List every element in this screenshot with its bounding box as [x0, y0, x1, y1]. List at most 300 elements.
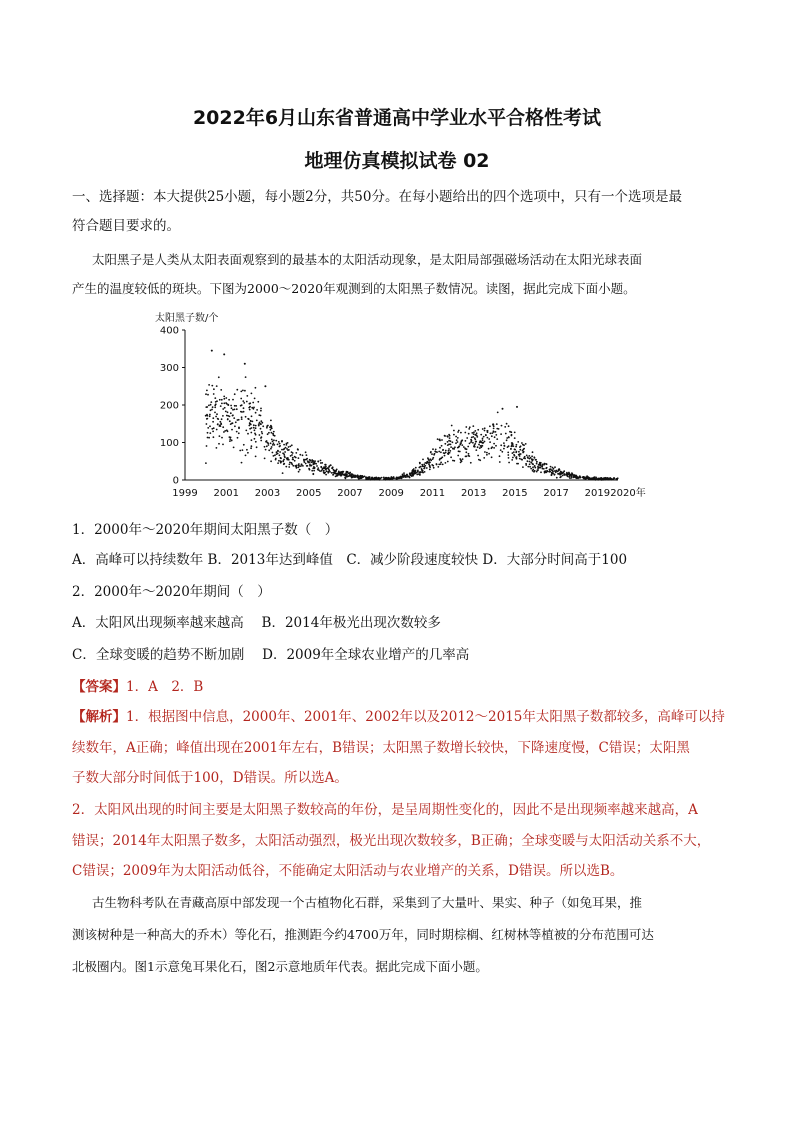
x-tick-label: 2007 — [337, 488, 363, 499]
data-point — [309, 463, 311, 465]
data-point — [277, 462, 279, 464]
data-point — [229, 436, 231, 438]
data-point — [439, 459, 441, 461]
data-point — [510, 448, 512, 450]
data-point — [391, 476, 393, 478]
data-point — [251, 445, 253, 447]
data-point — [327, 472, 329, 474]
data-point — [320, 466, 322, 468]
data-point — [401, 477, 403, 479]
data-point — [493, 447, 495, 449]
data-point — [316, 465, 318, 467]
data-point — [546, 463, 548, 465]
data-point — [288, 449, 290, 451]
data-point — [244, 390, 246, 392]
data-point — [542, 468, 544, 470]
data-point — [309, 459, 311, 461]
data-point — [567, 476, 569, 478]
data-point — [353, 475, 355, 477]
data-point — [500, 449, 502, 451]
data-point — [253, 424, 255, 426]
data-point — [255, 412, 257, 414]
data-point — [251, 439, 253, 441]
data-point — [209, 425, 211, 427]
data-point — [420, 471, 422, 473]
data-point — [419, 474, 421, 476]
data-point — [256, 446, 258, 448]
data-point — [485, 434, 487, 436]
y-tick-label: 100 — [159, 438, 179, 449]
data-point — [488, 438, 490, 440]
analysis-line-1 — [72, 705, 732, 725]
data-point — [472, 442, 474, 444]
data-point — [336, 473, 338, 475]
data-point — [219, 399, 221, 401]
data-point — [315, 463, 317, 465]
data-point — [610, 478, 612, 480]
data-point — [542, 464, 544, 466]
data-point — [486, 454, 488, 456]
data-point — [311, 460, 313, 462]
data-point — [220, 425, 222, 427]
data-point — [242, 449, 244, 451]
data-point — [298, 457, 300, 459]
data-point — [457, 437, 459, 439]
data-point — [514, 437, 516, 439]
data-point — [457, 441, 459, 443]
data-point — [517, 463, 519, 465]
data-point — [233, 417, 235, 419]
data-point — [245, 376, 247, 378]
data-point — [255, 441, 257, 443]
data-point — [385, 477, 387, 479]
data-point — [495, 434, 497, 436]
data-point — [260, 410, 262, 412]
data-point — [258, 414, 260, 416]
data-point — [490, 433, 492, 435]
analysis-line-2: 续数年，A正确；峰值出现在2001年左右，B错误；太阳黑子数增长较快，下降速度慢，C错误；太阳黑 — [72, 740, 690, 756]
data-point — [225, 411, 227, 413]
data-point — [387, 478, 389, 480]
data-point — [479, 440, 481, 442]
data-point — [310, 465, 312, 467]
data-point — [305, 451, 307, 453]
data-point — [243, 444, 245, 446]
data-point — [503, 442, 505, 444]
analysis-line-3: 子数大部分时间低于100，D错误。所以选A。 — [72, 770, 348, 786]
analysis-line-4: 2．太阳风出现的时间主要是太阳黑子数较高的年份，是呈周期性变化的，因此不是出现频率越来越高，A — [72, 802, 698, 818]
data-point — [371, 477, 373, 479]
data-point — [509, 431, 511, 433]
data-point — [250, 420, 252, 422]
data-point — [284, 456, 286, 458]
data-point — [215, 416, 217, 418]
data-point — [311, 470, 313, 472]
data-point — [501, 425, 503, 427]
data-point-peak — [211, 350, 213, 352]
data-point — [294, 465, 296, 467]
data-point — [207, 432, 209, 434]
data-point — [429, 462, 431, 464]
data-point — [260, 428, 262, 430]
data-point — [484, 427, 486, 429]
analysis-line-6: C错误；2009年为太阳活动低谷，不能确定太阳活动与农业增产的关系，D错误。所以选B。 — [72, 863, 624, 879]
data-point — [426, 461, 428, 463]
data-point — [493, 425, 495, 427]
data-point — [545, 467, 547, 469]
data-point — [296, 467, 298, 469]
data-point — [283, 449, 285, 451]
data-point — [288, 459, 290, 461]
data-point — [469, 426, 471, 428]
data-point — [488, 448, 490, 450]
data-point — [460, 442, 462, 444]
data-point — [273, 444, 275, 446]
data-point — [221, 399, 223, 401]
data-point — [256, 409, 258, 411]
data-point — [447, 441, 449, 443]
data-point — [437, 438, 439, 440]
data-point — [236, 389, 238, 391]
data-point — [346, 473, 348, 475]
data-point — [428, 464, 430, 466]
data-point — [230, 412, 232, 414]
data-point — [424, 471, 426, 473]
data-point — [207, 437, 209, 439]
data-point — [242, 400, 244, 402]
data-point — [265, 441, 267, 443]
data-point — [282, 472, 284, 474]
data-point — [307, 465, 309, 467]
data-point — [453, 460, 455, 462]
data-point — [493, 431, 495, 433]
exam-title: 2022年6月山东省普通高中学业水平合格性考试 — [192, 107, 602, 129]
data-point — [266, 427, 268, 429]
data-point — [249, 428, 251, 430]
data-point — [220, 423, 222, 425]
data-point — [438, 464, 440, 466]
x-tick-label: 2020年 — [610, 488, 646, 499]
data-point — [231, 407, 233, 409]
data-point — [499, 455, 501, 457]
data-point — [489, 441, 491, 443]
data-point — [563, 474, 565, 476]
data-point — [286, 448, 288, 450]
data-point — [337, 475, 339, 477]
data-point — [206, 445, 208, 447]
data-point — [493, 428, 495, 430]
data-point-peak — [516, 406, 518, 408]
data-point — [299, 454, 301, 456]
data-point — [308, 468, 310, 470]
data-point — [270, 448, 272, 450]
data-point — [432, 457, 434, 459]
data-point — [429, 466, 431, 468]
data-point — [290, 462, 292, 464]
data-point — [345, 478, 347, 480]
data-point — [549, 469, 551, 471]
data-point — [530, 468, 532, 470]
data-point — [480, 446, 482, 448]
data-point-peak — [502, 408, 504, 410]
data-point — [247, 433, 249, 435]
data-point — [272, 444, 274, 446]
data-point — [219, 435, 221, 437]
data-point — [476, 436, 478, 438]
data-point — [447, 461, 449, 463]
data-point — [362, 475, 364, 477]
y-tick-label: 300 — [159, 363, 179, 374]
data-point — [235, 421, 237, 423]
data-point — [232, 422, 234, 424]
data-point — [259, 434, 261, 436]
data-point — [407, 476, 409, 478]
data-point — [283, 463, 285, 465]
x-tick-label: 2017 — [543, 488, 569, 499]
data-point — [507, 446, 509, 448]
data-point — [441, 445, 443, 447]
data-point — [208, 405, 210, 407]
data-point — [579, 476, 581, 478]
data-point — [249, 409, 251, 411]
data-point — [257, 401, 259, 403]
data-point — [491, 432, 493, 434]
data-point — [519, 449, 521, 451]
data-point — [427, 457, 429, 459]
data-point — [207, 427, 209, 429]
data-point — [397, 477, 399, 479]
data-point — [552, 467, 554, 469]
data-point — [449, 450, 451, 452]
data-point — [523, 451, 525, 453]
data-point — [378, 477, 380, 479]
data-point — [455, 442, 457, 444]
data-point — [287, 457, 289, 459]
data-point — [450, 446, 452, 448]
data-point — [496, 438, 498, 440]
data-point — [537, 469, 539, 471]
data-point — [272, 433, 274, 435]
data-point — [571, 472, 573, 474]
data-point — [339, 472, 341, 474]
data-point — [241, 404, 243, 406]
y-tick-label: 400 — [159, 325, 179, 337]
data-point — [498, 428, 500, 430]
analysis-label: 【解析】 — [72, 709, 126, 725]
data-point — [452, 448, 454, 450]
data-point — [246, 401, 248, 403]
data-point — [229, 440, 231, 442]
data-point — [527, 457, 529, 459]
data-point-peak — [244, 363, 246, 365]
data-point — [245, 416, 247, 418]
data-point — [230, 423, 232, 425]
data-point — [325, 466, 327, 468]
data-point — [302, 454, 304, 456]
data-point — [445, 462, 447, 464]
data-point — [222, 415, 224, 417]
data-point — [497, 412, 499, 414]
data-point — [331, 467, 333, 469]
data-point — [474, 437, 476, 439]
data-point — [465, 440, 467, 442]
data-point — [313, 470, 315, 472]
x-tick-label: 2013 — [460, 488, 487, 499]
data-point — [261, 422, 263, 424]
data-point — [416, 474, 418, 476]
data-point — [442, 449, 444, 451]
intro-line-1: 一、选择题：本大提供25小题，每小题2分，共50分。在每小题给出的四个选项中，只有一个选项是最 — [72, 189, 682, 205]
data-point — [224, 407, 226, 409]
data-point — [473, 433, 475, 435]
data-point — [275, 440, 277, 442]
data-point — [451, 425, 453, 427]
data-point — [525, 463, 527, 465]
data-point — [435, 449, 437, 451]
data-point — [255, 387, 257, 389]
data-point — [280, 460, 282, 462]
data-point — [600, 477, 602, 479]
answer-label: 【答案】 — [72, 679, 126, 695]
data-point — [312, 473, 314, 475]
data-point — [314, 467, 316, 469]
data-point — [491, 456, 493, 458]
data-point — [473, 431, 475, 433]
data-point — [555, 470, 557, 472]
data-point — [317, 469, 319, 471]
data-point — [524, 456, 526, 458]
analysis-text-1: 1．根据图中信息，2000年、2001年、2002年以及2012～2015年太阳黑子数都较多，高峰可以持 — [126, 709, 725, 725]
data-point — [412, 475, 414, 477]
data-point — [214, 406, 216, 408]
data-point — [249, 402, 251, 404]
data-point — [475, 434, 477, 436]
data-point — [416, 472, 418, 474]
x-tick-label: 2003 — [254, 488, 281, 499]
data-point — [294, 460, 296, 462]
data-point — [270, 460, 272, 462]
data-point — [461, 460, 463, 462]
data-point — [532, 463, 534, 465]
data-point — [291, 444, 293, 446]
data-point — [515, 446, 517, 448]
data-point — [526, 455, 528, 457]
data-point — [231, 429, 233, 431]
data-point — [468, 433, 470, 435]
data-point — [558, 470, 560, 472]
data-point — [493, 443, 495, 445]
data-point — [292, 465, 294, 467]
data-point — [241, 416, 243, 418]
data-point — [503, 448, 505, 450]
data-point — [508, 437, 510, 439]
passage1-line-1: 太阳黑子是人类从太阳表面观察到的最基本的太阳活动现象，是太阳局部强磁场活动在太阳光球表面 — [92, 252, 643, 267]
data-point — [205, 393, 207, 395]
data-point — [470, 439, 472, 441]
data-point — [217, 423, 219, 425]
data-point — [512, 457, 514, 459]
data-point — [220, 405, 222, 407]
data-point — [495, 431, 497, 433]
data-point — [254, 398, 256, 400]
data-point — [216, 413, 218, 415]
data-point — [476, 432, 478, 434]
data-point — [549, 471, 551, 473]
data-point — [211, 385, 213, 387]
data-point — [341, 473, 343, 475]
data-point — [283, 459, 285, 461]
data-point — [415, 467, 417, 469]
data-point — [434, 451, 436, 453]
data-point — [488, 453, 490, 455]
passage2-line-3: 北极圈内。图1示意兔耳果化石，图2示意地质年代表。据此完成下面小题。 — [72, 959, 488, 974]
data-point — [333, 470, 335, 472]
data-point — [544, 471, 546, 473]
data-point — [220, 389, 222, 391]
data-point — [272, 452, 274, 454]
data-point — [461, 444, 463, 446]
data-point — [447, 444, 449, 446]
data-point — [576, 475, 578, 477]
data-point — [448, 450, 450, 452]
data-point — [538, 464, 540, 466]
data-point — [242, 390, 244, 392]
data-point — [528, 455, 530, 457]
data-point — [466, 455, 468, 457]
data-point — [536, 471, 538, 473]
data-point — [227, 419, 229, 421]
data-point — [540, 471, 542, 473]
data-point — [383, 477, 385, 479]
data-point — [301, 464, 303, 466]
data-point — [234, 405, 236, 407]
scatter-points — [205, 350, 619, 481]
data-point — [253, 427, 255, 429]
data-point — [206, 423, 208, 425]
data-point — [424, 462, 426, 464]
data-point — [537, 467, 539, 469]
data-point — [212, 406, 214, 408]
data-point — [421, 464, 423, 466]
data-point — [499, 461, 501, 463]
data-point — [491, 435, 493, 437]
data-point — [613, 477, 615, 479]
data-point — [289, 446, 291, 448]
data-point — [255, 456, 257, 458]
data-point — [444, 443, 446, 445]
data-point — [360, 477, 362, 479]
data-point — [457, 455, 459, 457]
data-point — [412, 473, 414, 475]
data-point — [271, 439, 273, 441]
data-point — [240, 398, 242, 400]
data-point — [559, 474, 561, 476]
data-point — [444, 452, 446, 454]
data-point — [554, 474, 556, 476]
sunspot-chart — [150, 305, 650, 500]
data-point — [275, 459, 277, 461]
data-point — [573, 477, 575, 479]
data-point — [214, 404, 216, 406]
data-point — [273, 431, 275, 433]
data-point — [523, 448, 525, 450]
data-point — [320, 460, 322, 462]
data-point — [206, 418, 208, 420]
data-point — [255, 425, 257, 427]
data-point — [438, 451, 440, 453]
data-point — [279, 446, 281, 448]
data-point — [250, 432, 252, 434]
